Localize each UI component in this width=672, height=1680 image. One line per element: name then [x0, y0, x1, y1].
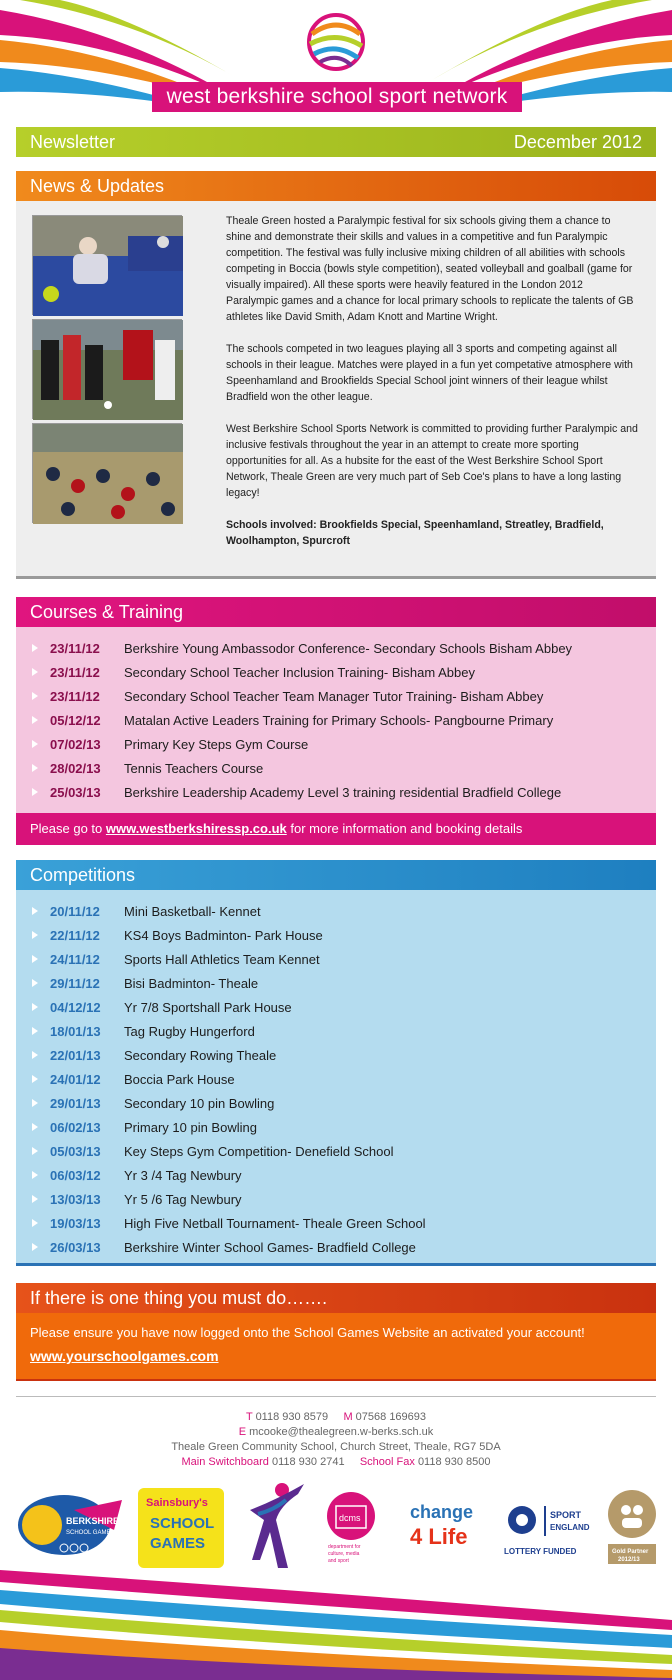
item-title: Boccia Park House — [124, 1071, 235, 1087]
courses-section — [16, 627, 656, 813]
item-title: Berkshire Leadership Academy Level 3 training residential Bradfield College — [124, 784, 562, 800]
item-title: Yr 7/8 Sportshall Park House — [124, 999, 292, 1015]
news-heading: News & Updates — [16, 171, 656, 201]
must-do-section — [16, 1313, 656, 1381]
item-title: Primary Key Steps Gym Course — [124, 736, 309, 752]
bullet-arrow-icon — [32, 1027, 38, 1035]
item-date: 04/12/12 — [50, 999, 101, 1015]
header — [0, 0, 672, 120]
youth-sport-trust-logo — [604, 1488, 660, 1568]
item-date: 29/01/13 — [50, 1095, 101, 1111]
news-photo-1 — [32, 215, 182, 315]
phone-value: 0118 930 8579 — [255, 1411, 329, 1423]
contact-phones — [0, 1410, 672, 1425]
bullet-arrow-icon — [32, 740, 38, 748]
courses-list — [16, 627, 656, 804]
list-item — [16, 971, 656, 995]
email-value[interactable]: mcooke@thealegreen.w-berks.sch.uk — [249, 1426, 434, 1438]
list-item — [16, 923, 656, 947]
news-body — [226, 213, 638, 565]
item-title: Yr 3 /4 Tag Newbury — [124, 1167, 242, 1183]
youth-sport-text-1: Gold Partner — [612, 1549, 649, 1555]
courses-footer-post: for more information and booking details — [286, 821, 523, 836]
dcms-text-2: culture, media — [328, 1551, 360, 1557]
list-item — [16, 1043, 656, 1067]
bullet-arrow-icon — [32, 1147, 38, 1155]
item-title: Berkshire Young Ambassodor Conference- Secondary Schools Bisham Abbey — [124, 640, 573, 656]
item-date: 23/11/12 — [50, 688, 100, 704]
list-item — [16, 1163, 656, 1187]
divider — [16, 1396, 656, 1397]
dcms-text-3: and sport — [328, 1558, 349, 1564]
item-date: 28/02/13 — [50, 760, 101, 776]
item-date: 07/02/13 — [50, 736, 101, 752]
change4life-logo — [404, 1496, 480, 1560]
item-date: 05/03/13 — [50, 1143, 101, 1159]
bullet-arrow-icon — [32, 907, 38, 915]
berkshire-school-games-logo — [14, 1490, 124, 1560]
bullet-arrow-icon — [32, 979, 38, 987]
fax-value: 0118 930 8500 — [417, 1456, 491, 1468]
network-logo-icon — [309, 15, 363, 69]
item-date: 05/12/12 — [50, 712, 101, 728]
item-title: KS4 Boys Badminton- Park House — [124, 927, 323, 943]
bullet-arrow-icon — [32, 1075, 38, 1083]
item-title: Tennis Teachers Course — [124, 760, 264, 776]
item-title: Bisi Badminton- Theale — [124, 975, 259, 991]
item-date: 23/11/12 — [50, 664, 100, 680]
sport-england-logo — [502, 1496, 590, 1562]
newsletter-label: Newsletter — [30, 132, 116, 152]
contact-switchboard — [0, 1455, 672, 1470]
item-date: 22/11/12 — [50, 927, 100, 943]
newsletter-date: December 2012 — [513, 132, 642, 152]
yourschoolgames-link[interactable]: www.yourschoolgames.com — [30, 1348, 219, 1364]
bullet-arrow-icon — [32, 1195, 38, 1203]
contact-address: Theale Green Community School, Church Street, Theale, RG7 5DA — [171, 1441, 501, 1453]
item-date: 06/03/12 — [50, 1167, 101, 1183]
list-item — [16, 732, 656, 756]
change4life-text-2: 4 Life — [410, 1524, 468, 1549]
contact-email — [0, 1425, 672, 1440]
sport-england-text-2: ENGLAND — [550, 1523, 590, 1532]
switchboard-label: Main Switchboard — [181, 1456, 269, 1468]
fax-label: School Fax — [359, 1456, 415, 1468]
list-item — [16, 780, 656, 804]
item-date: 24/11/12 — [50, 951, 100, 967]
item-date: 19/03/13 — [50, 1215, 101, 1231]
news-photo-3 — [32, 423, 182, 523]
item-date: 26/03/13 — [50, 1239, 101, 1255]
news-photo-2 — [32, 319, 182, 419]
item-date: 06/02/13 — [50, 1119, 101, 1135]
must-do-text: Please ensure you have now logged onto the School Games Website an activated your account! — [30, 1325, 585, 1340]
list-item — [16, 1067, 656, 1091]
newsletter-bar — [16, 127, 656, 157]
dcms-logo — [322, 1488, 380, 1568]
list-item — [16, 1091, 656, 1115]
item-title: Berkshire Winter School Games- Bradfield College — [124, 1239, 416, 1255]
phone-label: T — [245, 1411, 253, 1423]
item-title: Sports Hall Athletics Team Kennet — [124, 951, 320, 967]
list-item — [16, 1211, 656, 1235]
item-title: High Five Netball Tournament- Theale Green School — [124, 1215, 426, 1231]
brand-title: west berkshire school sport network — [152, 82, 522, 112]
courses-footer-pre: Please go to — [30, 821, 106, 836]
sport-england-text-1: SPORT — [550, 1510, 582, 1520]
sainsburys-games-text: GAMES — [150, 1535, 206, 1552]
bullet-arrow-icon — [32, 668, 38, 676]
westberkshiressp-link[interactable]: www.westberkshiressp.co.uk — [105, 821, 287, 836]
list-item — [16, 1187, 656, 1211]
item-date: 18/01/13 — [50, 1023, 101, 1039]
item-title: Matalan Active Leaders Training for Primary Schools- Pangbourne Primary — [124, 712, 554, 728]
footer-swoosh — [0, 1560, 672, 1680]
courses-footer — [16, 813, 656, 845]
list-item — [16, 947, 656, 971]
item-title: Mini Basketball- Kennet — [124, 903, 261, 919]
bullet-arrow-icon — [32, 1243, 38, 1251]
switchboard-value: 0118 930 2741 — [271, 1456, 345, 1468]
contact-block — [0, 1410, 672, 1470]
berkshire-logo-text: BERKSHIRE — [66, 1516, 120, 1526]
youth-sport-text-2: 2012/13 — [618, 1557, 640, 1563]
item-title: Key Steps Gym Competition- Denefield School — [124, 1143, 394, 1159]
bullet-arrow-icon — [32, 1171, 38, 1179]
courses-heading: Courses & Training — [16, 597, 656, 627]
bullet-arrow-icon — [32, 1123, 38, 1131]
sainsburys-school-text: SCHOOL — [150, 1515, 215, 1532]
bullet-arrow-icon — [32, 716, 38, 724]
item-date: 23/11/12 — [50, 640, 100, 656]
must-do-heading: If there is one thing you must do……. — [16, 1283, 656, 1313]
list-item — [16, 995, 656, 1019]
sainsburys-logo-text: Sainsbury's — [146, 1497, 208, 1509]
item-title: Tag Rugby Hungerford — [124, 1023, 255, 1039]
item-date: 22/01/13 — [50, 1047, 101, 1063]
mobile-label: M — [343, 1411, 353, 1423]
bullet-arrow-icon — [32, 1003, 38, 1011]
bullet-arrow-icon — [32, 931, 38, 939]
bullet-arrow-icon — [32, 692, 38, 700]
bullet-arrow-icon — [32, 644, 38, 652]
news-paragraph: The schools competed in two leagues playing all 3 sports and competing against all schools in their league. Matches were played in a fun yet competative atmosphere with Speenhamland and Brookfields Special School joint winners of their league whilst Bradfield won the other league. — [226, 343, 633, 403]
dcms-text-1: department for — [328, 1544, 361, 1550]
list-item — [16, 756, 656, 780]
list-item — [16, 636, 656, 660]
item-title: Yr 5 /6 Tag Newbury — [124, 1191, 242, 1207]
item-date: 20/11/12 — [50, 903, 100, 919]
list-item — [16, 684, 656, 708]
news-paragraph: Theale Green hosted a Paralympic festival for six schools giving them a chance to shine and demonstrate their skills and values in a competitive and fun Paralympic competition. The festival was fully inclusive mixing children of all abilities with schools competing in Boccia (bowls style competition), seated volleyball and goalball (game for visually impaired). All these sports were heavily featured in the London 2012 Paralympic games and a chance for local primary schools to replicate the talents of GB athletes like David Smith, Adam Knott and Martine Wright. — [226, 215, 634, 323]
lottery-funded-text: LOTTERY FUNDED — [504, 1547, 577, 1556]
item-date: 25/03/13 — [50, 784, 101, 800]
item-date: 29/11/12 — [50, 975, 100, 991]
competitions-section — [16, 890, 656, 1266]
item-title: Secondary School Teacher Team Manager Tutor Training- Bisham Abbey — [124, 688, 544, 704]
news-schools: Schools involved: Brookfields Special, Speenhamland, Streatley, Bradfield, Woolhampton, Spurcroft — [226, 519, 604, 547]
bullet-arrow-icon — [32, 764, 38, 772]
dcms-mark: dcms — [339, 1513, 361, 1523]
news-paragraph: West Berkshire School Sports Network is committed to providing further Paralympic and inclusive festivals throughout the year in an attempt to create more sporting opportunities for all. As a hubsite for the east of the West Berkshire School Sport Network, Theale Green are very much part of Seb Coe's plans to have a long lasting legacy! — [226, 423, 638, 499]
competitions-list — [16, 890, 656, 1259]
list-item — [16, 660, 656, 684]
list-item — [16, 1019, 656, 1043]
item-title: Secondary 10 pin Bowling — [124, 1095, 275, 1111]
bullet-arrow-icon — [32, 1099, 38, 1107]
news-section — [16, 201, 656, 579]
item-date: 24/01/12 — [50, 1071, 101, 1087]
bullet-arrow-icon — [32, 788, 38, 796]
email-label: E — [238, 1426, 247, 1438]
bullet-arrow-icon — [32, 1051, 38, 1059]
list-item — [16, 708, 656, 732]
competitions-heading: Competitions — [16, 860, 656, 890]
change4life-text-1: change — [410, 1502, 474, 1522]
list-item — [16, 1139, 656, 1163]
item-title: Secondary School Teacher Inclusion Training- Bisham Abbey — [124, 664, 475, 680]
bullet-arrow-icon — [32, 955, 38, 963]
item-title: Primary 10 pin Bowling — [124, 1119, 257, 1135]
list-item — [16, 1235, 656, 1259]
mobile-value: 07568 169693 — [355, 1411, 427, 1423]
berkshire-logo-subtext: SCHOOL GAMES — [66, 1530, 115, 1536]
list-item — [16, 1115, 656, 1139]
list-item — [16, 899, 656, 923]
item-date: 13/03/13 — [50, 1191, 101, 1207]
bullet-arrow-icon — [32, 1219, 38, 1227]
figure-logo — [246, 1480, 308, 1570]
item-title: Secondary Rowing Theale — [124, 1047, 277, 1063]
